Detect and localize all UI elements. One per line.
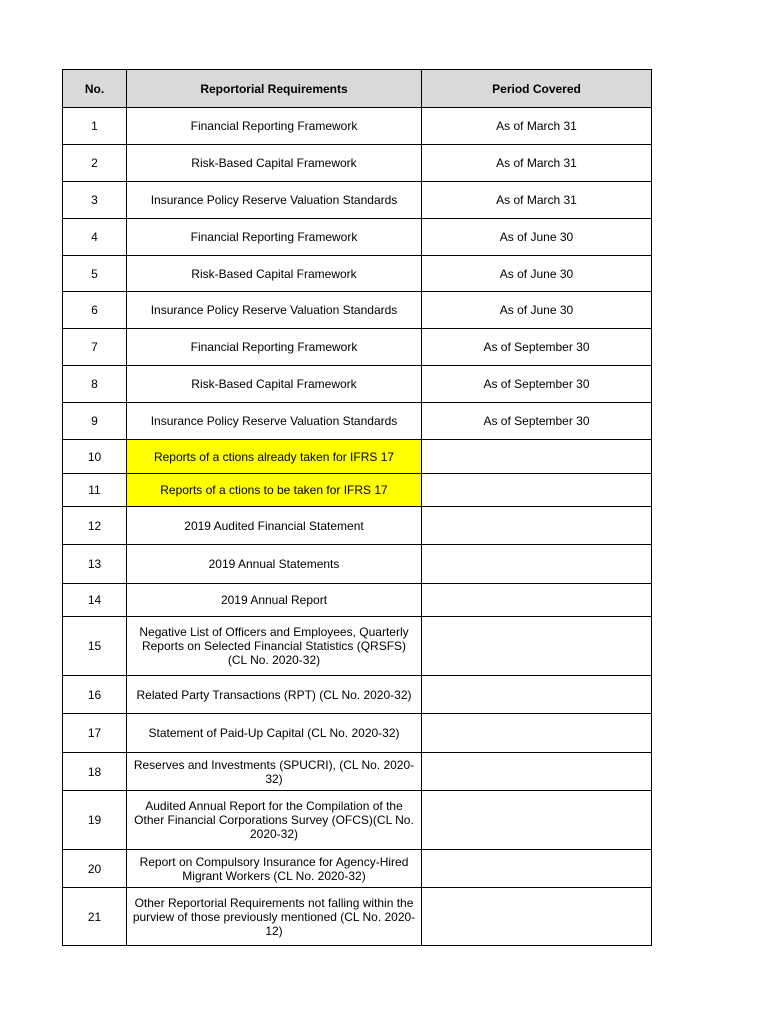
row-period — [422, 507, 652, 545]
row-number: 2 — [63, 145, 127, 182]
row-period: As of June 30 — [422, 219, 652, 256]
table-row — [63, 617, 652, 676]
row-number: 6 — [63, 292, 127, 329]
row-requirement: Reports of a ctions already taken for IFRS 17 — [127, 440, 422, 474]
row-requirement: Related Party Transactions (RPT) (CL No. 2020-32) — [127, 676, 422, 714]
table-row — [63, 545, 652, 584]
table-row — [63, 753, 652, 791]
row-number: 17 — [63, 714, 127, 753]
table-row — [63, 403, 652, 440]
table-body — [63, 108, 652, 946]
row-requirement: 2019 Annual Statements — [127, 545, 422, 584]
row-number: 7 — [63, 329, 127, 366]
row-period: As of March 31 — [422, 145, 652, 182]
header-no: No. — [63, 70, 127, 108]
row-period — [422, 714, 652, 753]
table-row — [63, 145, 652, 182]
table-row — [63, 791, 652, 850]
table-row — [63, 850, 652, 888]
row-requirement: Insurance Policy Reserve Valuation Standards — [127, 403, 422, 440]
table-row — [63, 676, 652, 714]
table-row — [63, 888, 652, 946]
row-requirement: 2019 Annual Report — [127, 584, 422, 617]
row-requirement: Risk-Based Capital Framework — [127, 366, 422, 403]
row-period: As of September 30 — [422, 403, 652, 440]
table-row — [63, 219, 652, 256]
table-row — [63, 256, 652, 292]
row-number: 8 — [63, 366, 127, 403]
row-number: 18 — [63, 753, 127, 791]
row-number: 10 — [63, 440, 127, 474]
row-number: 16 — [63, 676, 127, 714]
row-requirement: 2019 Audited Financial Statement — [127, 507, 422, 545]
row-period — [422, 753, 652, 791]
row-requirement: Financial Reporting Framework — [127, 329, 422, 366]
table-row — [63, 474, 652, 507]
row-period: As of June 30 — [422, 256, 652, 292]
row-period — [422, 888, 652, 946]
row-requirement: Reports of a ctions to be taken for IFRS 17 — [127, 474, 422, 507]
row-requirement: Insurance Policy Reserve Valuation Standards — [127, 292, 422, 329]
row-period — [422, 474, 652, 507]
table-row — [63, 108, 652, 145]
row-number: 11 — [63, 474, 127, 507]
row-period: As of March 31 — [422, 182, 652, 219]
row-requirement: Negative List of Officers and Employees, Quarterly Reports on Selected Financial Statistics (QRSFS) (CL No. 2020-32) — [127, 617, 422, 676]
row-requirement: Audited Annual Report for the Compilation of the Other Financial Corporations Survey (OFCS)(CL No. 2020-32) — [127, 791, 422, 850]
table-row — [63, 714, 652, 753]
row-requirement: Financial Reporting Framework — [127, 219, 422, 256]
header-requirement: Reportorial Requirements — [127, 70, 422, 108]
row-number: 3 — [63, 182, 127, 219]
row-number: 14 — [63, 584, 127, 617]
table-row — [63, 584, 652, 617]
row-period — [422, 545, 652, 584]
table-row — [63, 507, 652, 545]
row-period: As of September 30 — [422, 329, 652, 366]
table-row — [63, 329, 652, 366]
row-requirement: Other Reportorial Requirements not falling within the purview of those previously mentioned (CL No. 2020-12) — [127, 888, 422, 946]
table-row — [63, 292, 652, 329]
row-number: 20 — [63, 850, 127, 888]
row-number: 12 — [63, 507, 127, 545]
row-requirement: Risk-Based Capital Framework — [127, 256, 422, 292]
row-number: 1 — [63, 108, 127, 145]
row-number: 19 — [63, 791, 127, 850]
row-period: As of March 31 — [422, 108, 652, 145]
row-number: 5 — [63, 256, 127, 292]
row-period: As of June 30 — [422, 292, 652, 329]
table-row — [63, 182, 652, 219]
row-number: 15 — [63, 617, 127, 676]
row-period: As of September 30 — [422, 366, 652, 403]
row-requirement: Insurance Policy Reserve Valuation Standards — [127, 182, 422, 219]
row-period — [422, 440, 652, 474]
table-row — [63, 440, 652, 474]
row-requirement: Risk-Based Capital Framework — [127, 145, 422, 182]
reportorial-requirements-table — [62, 69, 652, 946]
row-period — [422, 617, 652, 676]
row-requirement: Financial Reporting Framework — [127, 108, 422, 145]
row-number: 13 — [63, 545, 127, 584]
header-row — [63, 70, 652, 108]
row-requirement: Report on Compulsory Insurance for Agency-Hired Migrant Workers (CL No. 2020-32) — [127, 850, 422, 888]
header-period: Period Covered — [422, 70, 652, 108]
row-number: 4 — [63, 219, 127, 256]
table-row — [63, 366, 652, 403]
row-requirement: Reserves and Investments (SPUCRI), (CL No. 2020-32) — [127, 753, 422, 791]
row-number: 21 — [63, 888, 127, 946]
row-period — [422, 791, 652, 850]
row-number: 9 — [63, 403, 127, 440]
row-period — [422, 676, 652, 714]
row-period — [422, 584, 652, 617]
row-requirement: Statement of Paid-Up Capital (CL No. 2020-32) — [127, 714, 422, 753]
row-period — [422, 850, 652, 888]
